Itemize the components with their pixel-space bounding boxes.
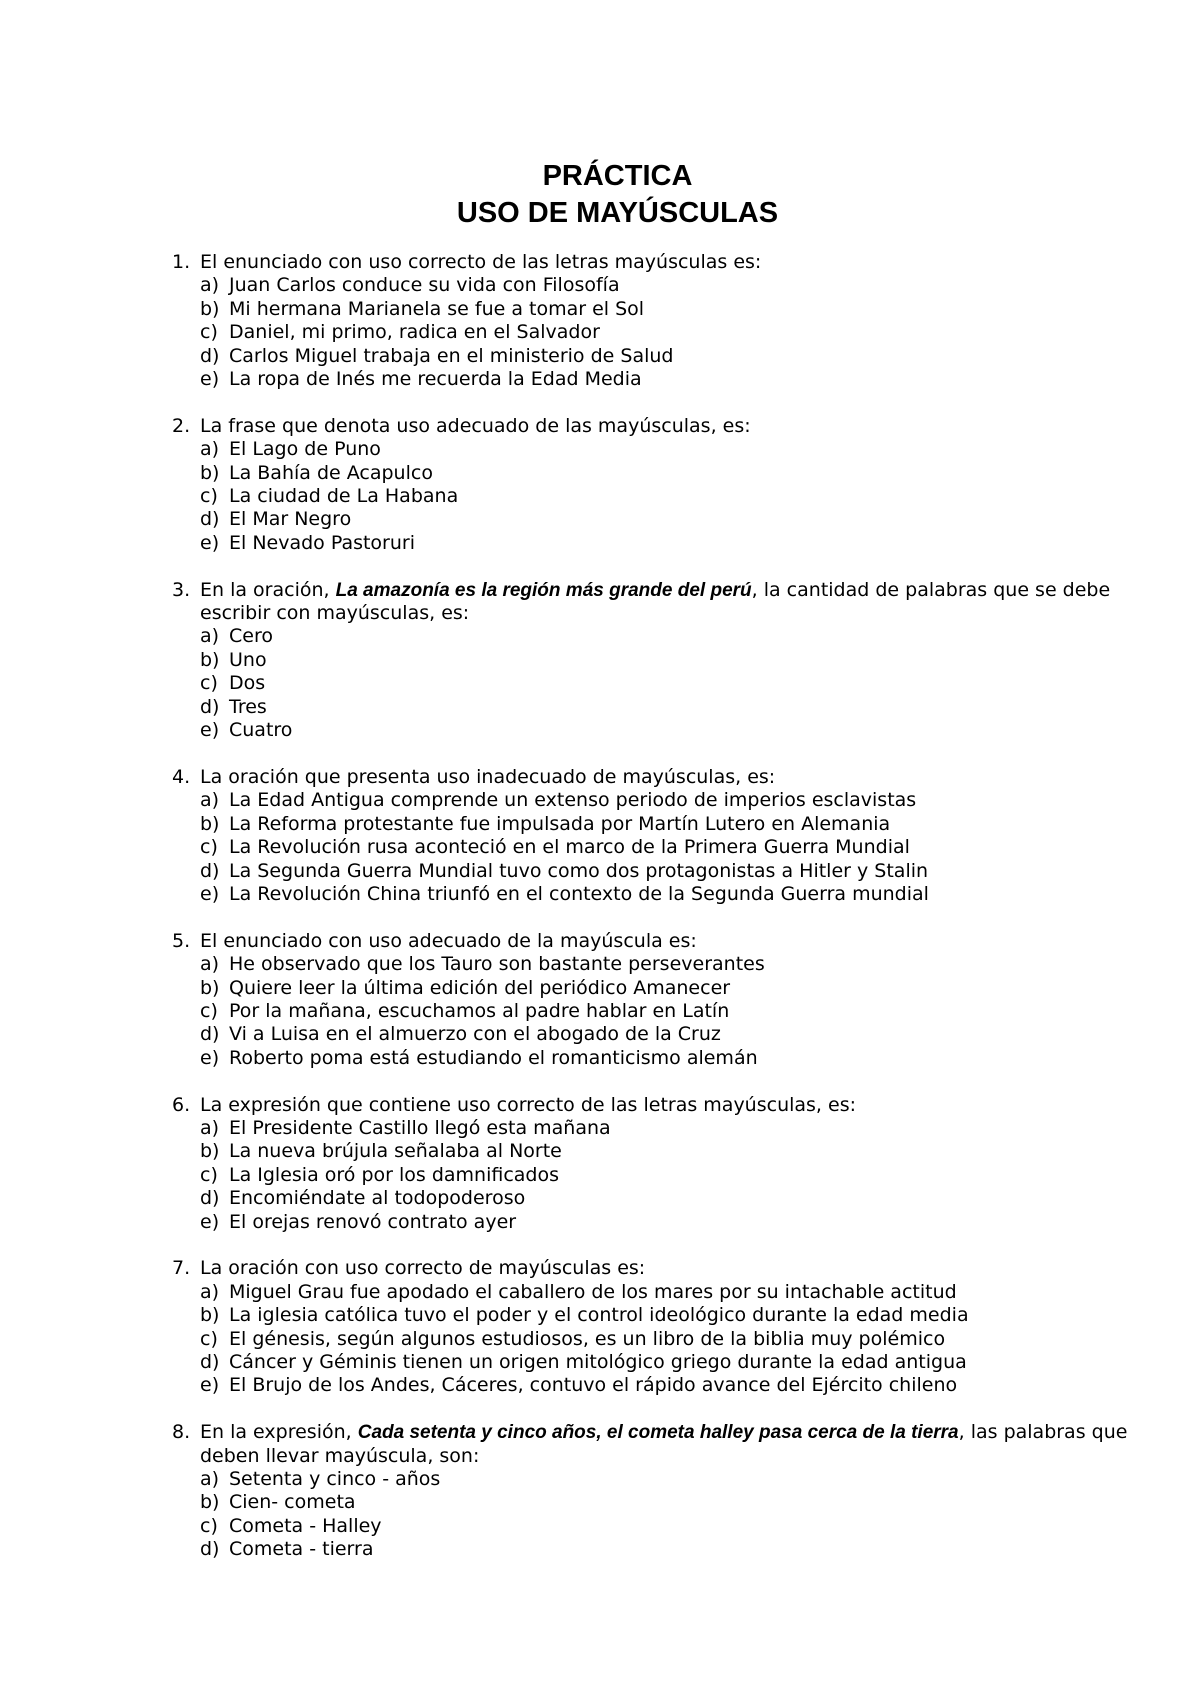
option-letter: b) (200, 812, 220, 835)
option-letter: d) (200, 508, 220, 531)
option-letter: b) (200, 648, 220, 671)
page-title: PRÁCTICA (542, 160, 693, 192)
answer-option (200, 1281, 1142, 1304)
question-number: 1. (172, 251, 191, 273)
option-letter: e) (200, 1210, 220, 1233)
question-number: 7. (172, 1257, 191, 1280)
answer-option (200, 1538, 1142, 1561)
answer-option (200, 274, 1142, 297)
question-number: 5. (172, 929, 191, 952)
answer-option (200, 1328, 1142, 1351)
option-letter: a) (200, 953, 220, 976)
quoted-sentence: Cada setenta y cinco años, el cometa halley pasa cerca de la tierra (357, 1422, 959, 1444)
option-letter: d) (200, 1187, 220, 1210)
option-text: El Presidente Castillo llegó esta mañana (229, 1116, 611, 1139)
answer-option (200, 1374, 1142, 1397)
option-text: Por la mañana, escuchamos al padre hablar en Latín (229, 999, 730, 1022)
option-letter: c) (200, 321, 218, 344)
option-list (200, 625, 1142, 742)
stem-text: En la expresión, (200, 1421, 358, 1444)
question-stem (200, 1094, 1142, 1117)
option-letter: d) (200, 859, 220, 882)
option-letter: c) (200, 485, 218, 508)
question-number: 6. (172, 1093, 191, 1116)
option-text: Juan Carlos conduce su vida con Filosofía (229, 274, 620, 297)
option-letter: e) (200, 531, 220, 554)
answer-option (200, 883, 1142, 906)
option-letter: e) (200, 882, 220, 905)
answer-option (200, 1468, 1142, 1491)
option-letter: c) (200, 836, 218, 859)
option-text: La nueva brújula señalaba al Norte (229, 1140, 562, 1163)
option-list (200, 953, 1142, 1070)
option-list (200, 438, 1142, 555)
option-letter: d) (200, 1351, 220, 1373)
option-letter: b) (200, 461, 220, 484)
stem-text: El enunciado con uso adecuado de la mayúscula es: (200, 929, 697, 952)
option-text: La Segunda Guerra Mundial tuvo como dos protagonistas a Hitler y Stalin (229, 859, 929, 882)
answer-option (200, 789, 1142, 812)
option-list (200, 1281, 1142, 1398)
question-stem (200, 251, 1142, 274)
question-item (172, 579, 1142, 743)
answer-option (200, 1000, 1142, 1023)
stem-text: , las palabras que deben llevar mayúscula, son: (200, 1421, 1128, 1467)
option-text: Cero (229, 625, 273, 648)
answer-option (200, 1515, 1142, 1538)
stem-text: La frase que denota uso adecuado de las mayúsculas, es: (200, 414, 751, 437)
option-letter: b) (200, 297, 220, 320)
option-letter: a) (200, 274, 220, 297)
option-list (200, 789, 1142, 906)
answer-option (200, 1351, 1142, 1374)
stem-text: En la oración, (200, 578, 336, 601)
answer-option (200, 625, 1142, 648)
option-letter: a) (200, 1116, 220, 1139)
option-text: La Edad Antigua comprende un extenso periodo de imperios esclavistas (229, 789, 917, 812)
option-text: Cometa - tierra (229, 1538, 374, 1561)
question-item (172, 251, 1142, 391)
option-list (200, 1468, 1142, 1562)
option-letter: b) (200, 1491, 220, 1514)
option-letter: a) (200, 789, 220, 812)
option-letter: d) (200, 344, 220, 367)
stem-text: , la cantidad de palabras que se debe escribir con mayúsculas, es: (200, 578, 1111, 625)
option-letter: a) (200, 1280, 220, 1303)
option-letter: a) (200, 438, 220, 461)
option-text: Carlos Miguel trabaja en el ministerio de Salud (229, 344, 674, 367)
option-letter: c) (200, 1327, 218, 1350)
option-text: He observado que los Tauro son bastante perseverantes (229, 953, 765, 976)
stem-text: La oración con uso correcto de mayúsculas es: (200, 1257, 646, 1280)
option-text: Setenta y cinco - años (229, 1468, 441, 1491)
option-text: Cien- cometa (229, 1491, 356, 1514)
answer-option (200, 836, 1142, 859)
answer-option (200, 485, 1142, 508)
answer-option (200, 1491, 1142, 1514)
option-letter: c) (200, 672, 218, 695)
option-text: La Iglesia oró por los damnificados (229, 1163, 559, 1186)
option-text: Cáncer y Géminis tienen un origen mitológico griego durante la edad antigua (229, 1351, 967, 1373)
option-text: Dos (229, 672, 266, 695)
answer-option (200, 1023, 1142, 1046)
question-number: 4. (172, 765, 191, 788)
option-text: Daniel, mi primo, radica en el Salvador (229, 321, 600, 344)
option-text: Roberto poma está estudiando el romanticismo alemán (229, 1046, 758, 1069)
option-text: Quiere leer la última edición del periódico Amanecer (229, 976, 731, 999)
option-text: Uno (229, 648, 267, 671)
question-number: 8. (172, 1421, 191, 1444)
answer-option (200, 953, 1142, 976)
option-letter: d) (200, 1538, 220, 1561)
option-text: La Reforma protestante fue impulsada por Martín Lutero en Alemania (229, 812, 891, 835)
question-item (172, 930, 1142, 1070)
option-text: La iglesia católica tuvo el poder y el control ideológico durante la edad media (229, 1304, 969, 1327)
option-text: La Revolución rusa aconteció en el marco de la Primera Guerra Mundial (229, 836, 910, 859)
option-text: Mi hermana Marianela se fue a tomar el Sol (229, 297, 645, 320)
option-list (200, 1117, 1142, 1234)
answer-option (200, 368, 1142, 391)
option-letter: c) (200, 999, 218, 1022)
answer-option (200, 438, 1142, 461)
option-letter: e) (200, 368, 220, 391)
option-letter: a) (200, 1468, 220, 1491)
option-text: El orejas renovó contrato ayer (229, 1210, 517, 1233)
answer-option (200, 508, 1142, 531)
option-text: El Brujo de los Andes, Cáceres, contuvo el rápido avance del Ejército chileno (229, 1374, 958, 1397)
answer-option (200, 1047, 1142, 1070)
option-text: Tres (229, 695, 267, 718)
answer-option (200, 719, 1142, 742)
option-text: Cuatro (229, 719, 293, 742)
question-stem (200, 579, 1142, 626)
option-letter: b) (200, 1140, 220, 1163)
answer-option (200, 696, 1142, 719)
answer-option (200, 321, 1142, 344)
option-text: La Revolución China triunfó en el contexto de la Segunda Guerra mundial (229, 882, 929, 905)
option-text: El génesis, según algunos estudiosos, es un libro de la biblia muy polémico (229, 1327, 946, 1350)
quoted-sentence: La amazonía es la región más grande del perú (335, 579, 752, 601)
question-stem (200, 415, 1142, 438)
question-number: 3. (172, 578, 191, 601)
question-item (172, 1421, 1142, 1561)
question-item (172, 1094, 1142, 1234)
option-letter: b) (200, 1304, 220, 1327)
stem-text: La expresión que contiene uso correcto de las letras mayúsculas, es: (200, 1093, 857, 1116)
question-item (172, 1257, 1142, 1397)
answer-option (200, 1164, 1142, 1187)
option-text: Encomiéndate al todopoderoso (229, 1187, 526, 1210)
option-text: La Bahía de Acapulco (229, 461, 433, 484)
option-letter: d) (200, 695, 220, 718)
option-text: La ciudad de La Habana (229, 485, 459, 508)
answer-option (200, 1211, 1142, 1234)
option-letter: e) (200, 719, 220, 742)
answer-option (200, 1140, 1142, 1163)
option-text: El Lago de Puno (229, 438, 381, 461)
option-text: Vi a Luisa en el almuerzo con el abogado de la Cruz (229, 1023, 721, 1046)
option-text: Miguel Grau fue apodado el caballero de los mares por su intachable actitud (229, 1280, 957, 1303)
option-letter: c) (200, 1163, 218, 1186)
question-stem (200, 1257, 1142, 1280)
page-subtitle: USO DE MAYÚSCULAS (456, 197, 779, 229)
stem-text: La oración que presenta uso inadecuado de mayúsculas, es: (200, 765, 776, 788)
answer-option (200, 672, 1142, 695)
answer-option (200, 298, 1142, 321)
question-item (172, 415, 1142, 555)
question-stem (200, 766, 1142, 789)
answer-option (200, 532, 1142, 555)
answer-option (200, 977, 1142, 1000)
question-number: 2. (172, 414, 191, 437)
option-text: El Nevado Pastoruri (229, 531, 416, 554)
option-letter: e) (200, 1046, 220, 1069)
stem-text: El enunciado con uso correcto de las letras mayúsculas es: (200, 251, 762, 273)
question-stem (200, 930, 1142, 953)
answer-option (200, 1117, 1142, 1140)
answer-option (200, 345, 1142, 368)
option-text: Cometa - Halley (229, 1514, 382, 1537)
question-item (172, 766, 1142, 906)
answer-option (200, 813, 1142, 836)
option-letter: b) (200, 976, 220, 999)
answer-option (200, 462, 1142, 485)
option-text: El Mar Negro (229, 508, 352, 531)
question-stem (200, 1421, 1142, 1468)
option-list (200, 274, 1142, 391)
option-letter: c) (200, 1514, 218, 1537)
answer-option (200, 860, 1142, 883)
option-text: La ropa de Inés me recuerda la Edad Media (229, 368, 642, 391)
answer-option (200, 1187, 1142, 1210)
option-letter: a) (200, 625, 220, 648)
answer-option (200, 1304, 1142, 1327)
answer-option (200, 649, 1142, 672)
question-list (172, 251, 1142, 1585)
option-letter: e) (200, 1374, 220, 1397)
option-letter: d) (200, 1023, 220, 1046)
